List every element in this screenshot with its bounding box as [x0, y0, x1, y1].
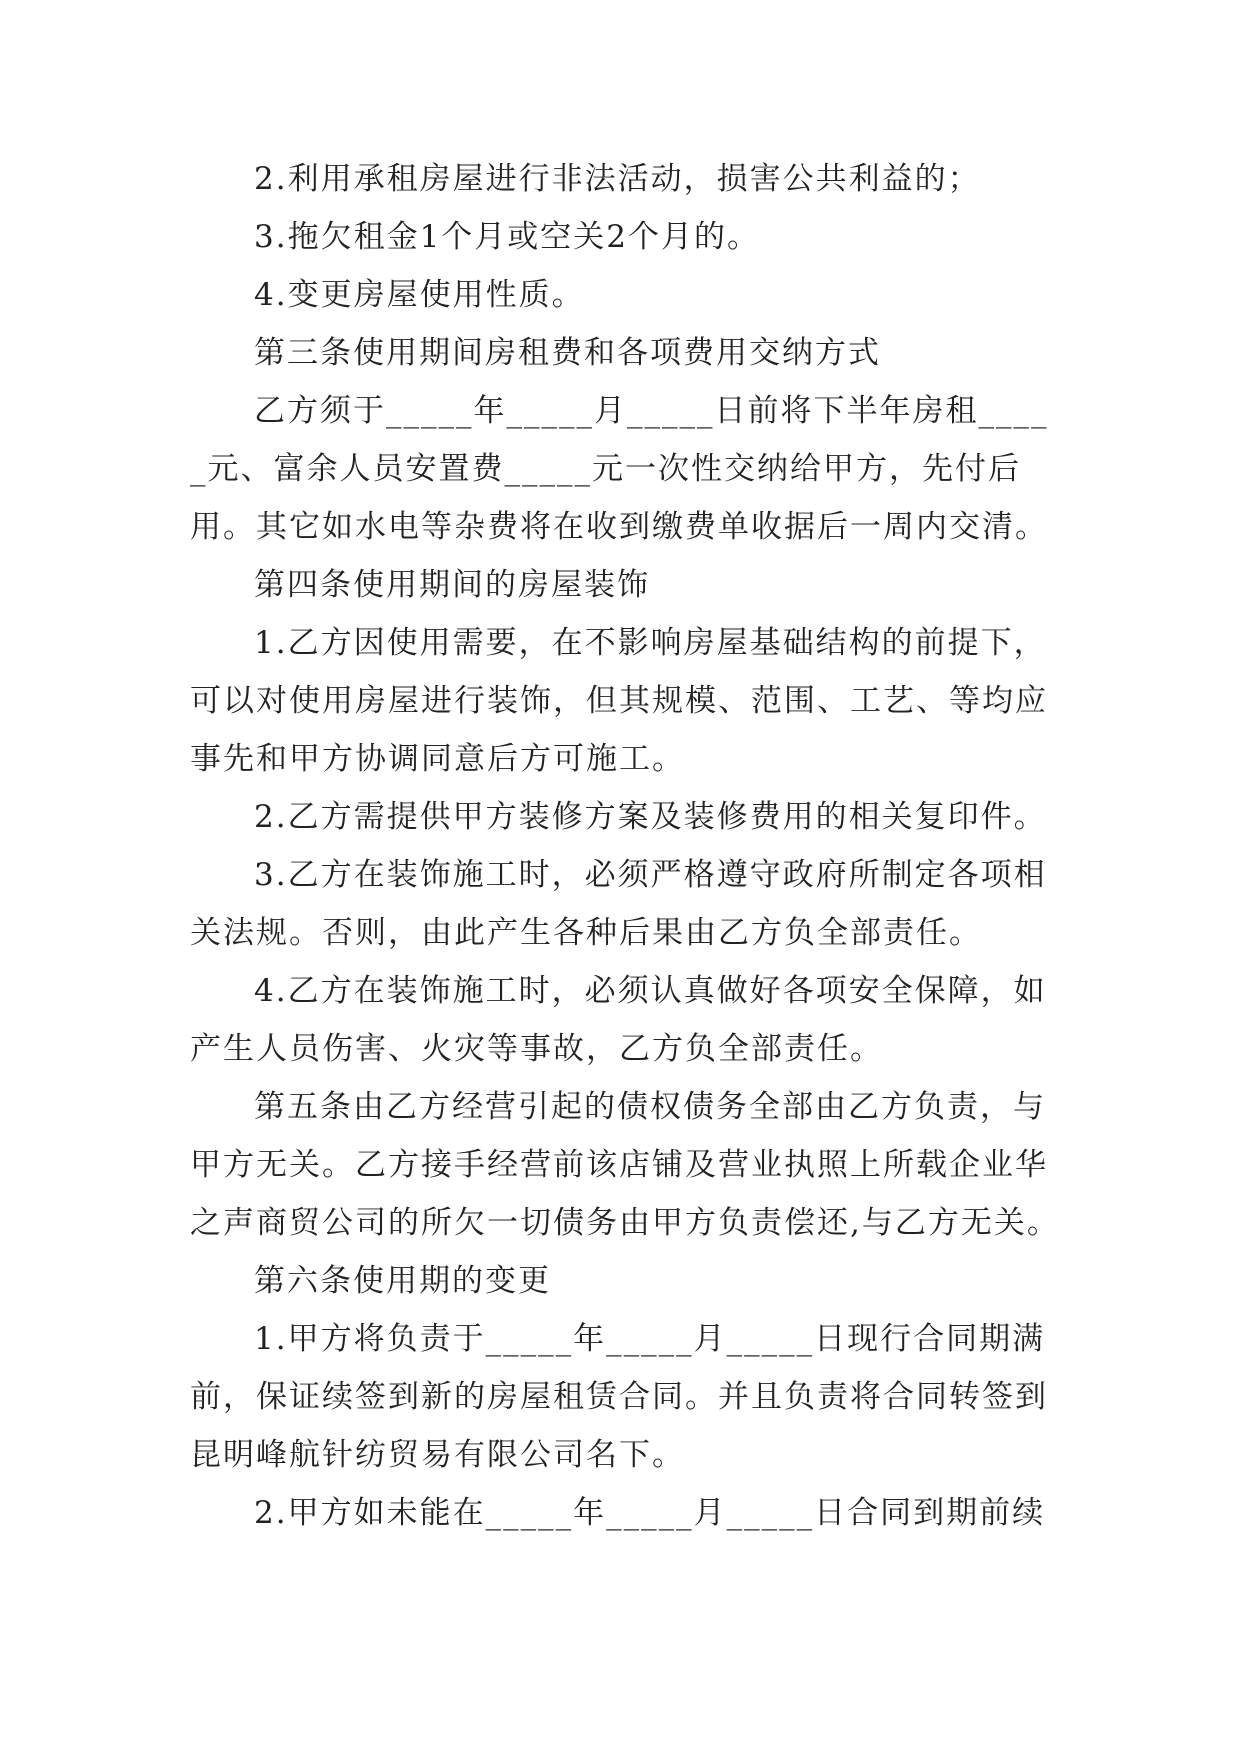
- paragraph-clause-4: 4.变更房屋使用性质。: [254, 277, 585, 313]
- document-body: [190, 150, 1060, 1542]
- paragraph-rent-payment: 乙方须于_____年_____月_____日前将下半年房租_____元、富余人员安置费_____元一次性交纳给甲方，先付后用。其它如水电等杂费将在收到缴费单收据后一周内交清。: [190, 393, 1049, 545]
- section-heading-article-6: 第六条使用期的变更: [254, 1263, 551, 1299]
- paragraph-decoration-1: 1.乙方因使用需要，在不影响房屋基础结构的前提下，可以对使用房屋进行装饰，但其规模、范围、工艺、等均应事先和甲方协调同意后方可施工。: [190, 625, 1048, 777]
- paragraph-term-change-2: 2.甲方如未能在_____年_____月_____日合同到期前续: [254, 1495, 1046, 1531]
- section-heading-article-4: 第四条使用期间的房屋装饰: [254, 567, 650, 603]
- paragraph-decoration-3: 3.乙方在装饰施工时，必须严格遵守政府所制定各项相关法规。否则，由此产生各种后果由乙方负全部责任。: [190, 857, 1047, 951]
- paragraph-article-5: 第五条由乙方经营引起的债权债务全部由乙方负责，与甲方无关。乙方接手经营前该店铺及营业执照上所载企业华之声商贸公司的所欠一切债务由甲方负责偿还,与乙方无关。: [190, 1089, 1060, 1241]
- paragraph-clause-2: 2.利用承租房屋进行非法活动，损害公共利益的；: [254, 161, 981, 197]
- paragraph-decoration-4: 4.乙方在装饰施工时，必须认真做好各项安全保障，如产生人员伤害、火灾等事故，乙方负全部责任。: [190, 973, 1047, 1067]
- paragraph-decoration-2: 2.乙方需提供甲方装修方案及装修费用的相关复印件。: [254, 799, 1047, 835]
- section-heading-article-3: 第三条使用期间房租费和各项费用交纳方式: [254, 335, 881, 371]
- paragraph-term-change-1: 1.甲方将负责于_____年_____月_____日现行合同期满前，保证续签到新的房屋租赁合同。并且负责将合同转签到昆明峰航针纺贸易有限公司名下。: [190, 1321, 1048, 1473]
- paragraph-clause-3: 3.拖欠租金1个月或空关2个月的。: [254, 219, 761, 255]
